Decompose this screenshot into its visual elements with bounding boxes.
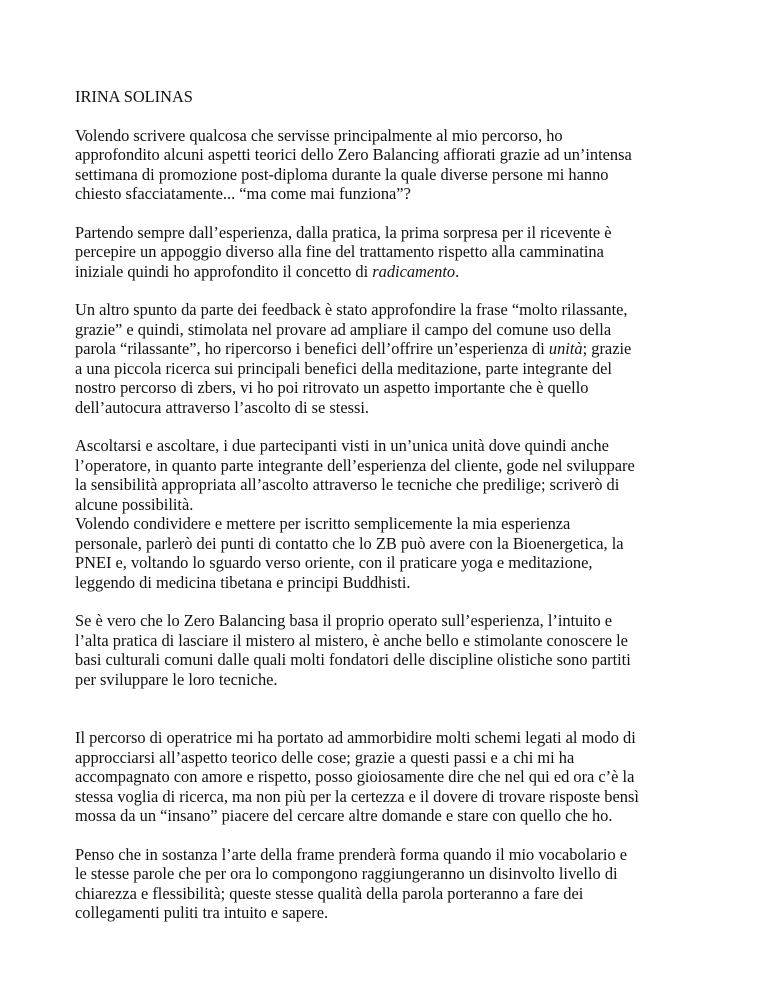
paragraph-line: leggendo di medicina tibetana e principi Buddhisti. [75, 572, 411, 592]
paragraph-line: chiarezza e flessibilità; queste stesse qualità della parola porteranno a fare dei [75, 883, 584, 903]
paragraph-line: chiesto sfacciatamente... “ma come mai funziona”? [75, 184, 411, 203]
paragraph-5 [75, 611, 715, 689]
paragraph-line: l’alta pratica di lasciare il mistero al mistero, è anche bello e stimolante conoscere le [75, 630, 628, 650]
paragraph-7 [75, 845, 715, 923]
author-line: IRINA SOLINAS [75, 87, 193, 106]
text-run: parola “rilassante”, ho ripercorso i benefici dell’offrire un’esperienza di [75, 339, 549, 358]
paragraph-line: collegamenti puliti tra intuito e sapere. [75, 903, 329, 922]
paragraph-line: l’operatore, in quanto parte integrante dell’esperienza del cliente, gode nel sviluppare [75, 455, 635, 475]
paragraph-line [75, 339, 715, 359]
paragraph-line: PNEI e, voltando lo sguardo verso oriente, con il praticare yoga e meditazione, [75, 553, 593, 572]
text-run: iniziale quindi ho approfondito il concetto di [75, 261, 373, 281]
paragraph-line: alcune possibilità. [75, 494, 194, 514]
paragraph-line: dell’autocura attraverso l’ascolto di se stessi. [75, 397, 370, 417]
paragraph-line: per sviluppare le loro tecniche. [75, 669, 278, 689]
paragraph-line: Ascoltarsi e ascoltare, i due partecipanti visti in un’unica unità dove quindi anche [75, 436, 609, 455]
paragraph-line: settimana di promozione post-diploma durante la quale diverse persone mi hanno [75, 164, 609, 184]
paragraph-line: Volendo condividere e mettere per iscritto semplicemente la mia esperienza [75, 514, 571, 533]
paragraph-3 [75, 300, 715, 417]
paragraph-line: Volendo scrivere qualcosa che servisse principalmente al mio percorso, ho [75, 125, 563, 145]
paragraph-line: stessa voglia di ricerca, ma non più per la certezza e il dovere di trovare risposte bensì [75, 786, 639, 806]
paragraph-line: grazie” e quindi, stimolata nel provare ad ampliare il campo del comune uso della [75, 319, 612, 339]
paragraph-4 [75, 436, 715, 592]
paragraph-line: Partendo sempre dall’esperienza, dalla pratica, la prima sorpresa per il ricevente è [75, 222, 612, 242]
paragraph-line: accompagnato con amore e rispetto, posso gioiosamente dire che nel qui ed ora c’è la [75, 767, 635, 786]
author-name [75, 87, 715, 107]
paragraph-line: approcciarsi all’aspetto teorico delle cose; grazie a questi passi e a chi mi ha [75, 747, 575, 767]
paragraph-line: Penso che in sostanza l’arte della frame prenderà forma quando il mio vocabolario e [75, 844, 628, 864]
italic-term: radicamento [372, 261, 456, 281]
paragraph-1 [75, 126, 715, 204]
paragraph-line: basi culturali comuni dalle quali molti fondatori delle discipline olistiche sono partiti [75, 650, 631, 669]
text-run: . [455, 261, 460, 281]
italic-term: unità [548, 339, 583, 358]
paragraph-line: a una piccola ricerca sui principali benefici della meditazione, parte integrante del [75, 358, 612, 378]
document-page [75, 87, 715, 942]
paragraph-line: mossa da un “insano” piacere del cercare altre domande e stare con quello che ho. [75, 806, 613, 825]
paragraph-line [75, 262, 715, 282]
paragraph-line: Un altro spunto da parte dei feedback è stato approfondire la frase “molto rilassante, [75, 300, 628, 319]
paragraph-line: Il percorso di operatrice mi ha portato ad ammorbidire molti schemi legati al modo di [75, 728, 636, 747]
paragraph-line: la sensibilità appropriata all’ascolto attraverso le tecniche che predilige; scriverò di [75, 475, 620, 494]
paragraph-line: Se è vero che lo Zero Balancing basa il proprio operato sull’esperienza, l’intuito e [75, 611, 613, 630]
paragraph-6 [75, 728, 715, 826]
paragraph-line: approfondito alcuni aspetti teorici dello Zero Balancing affiorati grazie ad un’intensa [75, 145, 632, 164]
paragraph-line: percepire un appoggio diverso alla fine del trattamento rispetto alla camminatina [75, 242, 604, 261]
paragraph-line: personale, parlerò dei punti di contatto che lo ZB può avere con la Bioenergetica, la [75, 533, 624, 553]
paragraph-2 [75, 223, 715, 282]
paragraph-line: le stesse parole che per ora lo compongono raggiungeranno un disinvolto livello di [75, 864, 618, 883]
text-run: ; grazie [582, 339, 632, 358]
paragraph-line: nostro percorso di zbers, vi ho poi ritrovato un aspetto importante che è quello [75, 378, 589, 397]
